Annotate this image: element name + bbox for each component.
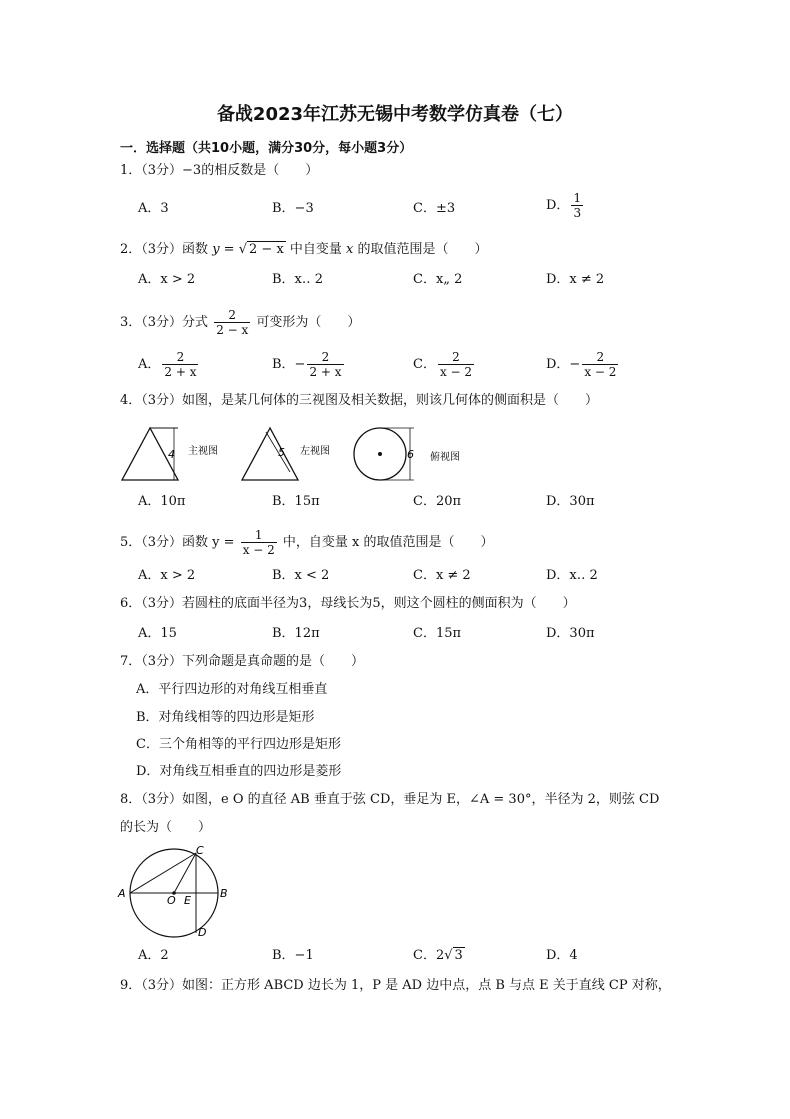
top-view [354, 428, 460, 480]
sqrt-symbol: √ [238, 242, 248, 257]
option-d-prefix: D． [546, 198, 570, 213]
option-prefix: C． [413, 357, 436, 372]
option-b: B．对角线相等的四边形是矩形 [136, 710, 315, 725]
fraction-numerator: 1 [573, 191, 582, 205]
option-d: D．30π [546, 494, 595, 509]
option-b: B．x‥ 2 [272, 272, 323, 287]
fraction-numerator: 2 [596, 350, 605, 364]
question-4-stem: 4．（3分）如图，是某几何体的三视图及相关数据，则该几何体的侧面积是（ ） [120, 393, 599, 408]
fraction [307, 350, 343, 379]
question-1-options [138, 191, 698, 223]
sqrt-symbol: √ [444, 948, 453, 963]
fraction-denominator: x − 2 [242, 543, 275, 557]
sqrt-content: 2 − x [249, 242, 284, 257]
fraction [162, 350, 198, 379]
question-5-options [138, 566, 698, 590]
fraction [241, 528, 277, 557]
option-a: A．15 [138, 626, 177, 641]
option-d: D．30π [546, 626, 595, 641]
point-d-label: D [198, 926, 207, 939]
point-c-label: C [196, 846, 204, 857]
fraction-numerator: 2 [228, 308, 237, 322]
option-d: D．x‥ 2 [546, 568, 598, 583]
option-b: B．x < 2 [272, 568, 330, 583]
question-8-stem-line-2: 的长为（ ） [120, 820, 212, 835]
fraction [571, 191, 583, 220]
fraction-numerator: 2 [452, 350, 460, 364]
fraction-numerator: 2 [321, 350, 330, 364]
option-d: D．对角线互相垂直的四边形是菱形 [136, 764, 342, 779]
three-views-figure [118, 422, 478, 484]
question-3-options [138, 350, 698, 379]
stem-prefix: 5．（3分）函数 y = [120, 535, 239, 550]
option-prefix: D．− [546, 357, 581, 372]
section-heading: 一．选择题（共10小题，满分30分，每小题3分） [120, 141, 413, 156]
stem-suffix: 可变形为（ ） [252, 315, 361, 330]
stem-suffix: 的取值范围是（ ） [353, 242, 488, 257]
option-b: B．15π [272, 494, 320, 509]
option-a: A．x > 2 [138, 272, 196, 287]
option-c: C．x„ 2 [413, 272, 463, 287]
top-view-label: 俯视图 [430, 452, 460, 463]
question-2-options [138, 270, 698, 294]
question-1-stem: 1．（3分）−3的相反数是（ ） [120, 163, 319, 178]
point-a-label: A [118, 887, 126, 900]
stem-mid: 中自变量 [285, 242, 347, 257]
question-4-options [138, 492, 698, 516]
page-title: 备战2023年江苏无锡中考数学仿真卷（七） [216, 104, 574, 125]
option-b [272, 350, 346, 379]
stem-prefix: 3．（3分）分式 [120, 315, 213, 330]
side-view-label: 左视图 [300, 446, 330, 457]
option-prefix: B．− [272, 357, 306, 372]
sqrt-content: 3 [454, 948, 463, 963]
stem-suffix: 中，自变量 x 的取值范围是（ ） [278, 535, 494, 550]
fraction [582, 350, 618, 379]
fraction-denominator: x − 2 [584, 365, 617, 379]
point-o-label: O [167, 894, 176, 907]
option-a: A．x > 2 [138, 568, 196, 583]
question-6-options [138, 624, 698, 648]
question-8-options [138, 946, 698, 970]
question-7-stem: 7．（3分）下列命题是真命题的是（ ） [120, 654, 365, 669]
question-2-stem [120, 240, 488, 260]
option-prefix: C．2 [413, 948, 445, 963]
option-a: A．2 [138, 948, 169, 963]
top-view-dimension: 6 [407, 448, 414, 461]
fraction-denominator: 2 − x [216, 323, 249, 337]
fraction-numerator: 2 [176, 350, 185, 364]
option-d [546, 191, 585, 220]
front-view [122, 428, 218, 480]
option-c [413, 350, 476, 379]
option-b: B．12π [272, 626, 320, 641]
fraction [214, 308, 250, 337]
option-a: A．10π [138, 494, 186, 509]
option-c: C．x ≠ 2 [413, 568, 471, 583]
var-x: x [346, 242, 354, 257]
option-c [413, 946, 465, 966]
option-d: D．x ≠ 2 [546, 272, 605, 287]
var-y: y [212, 242, 220, 257]
option-a [138, 350, 200, 379]
point-e-label: E [184, 894, 191, 907]
option-c: C．±3 [413, 201, 456, 216]
option-d [546, 350, 620, 379]
question-9-stem: 9．（3分）如图：正方形 ABCD 边长为 1，P 是 AD 边中点，点 B 与点 E 关于直线 CP 对称， [120, 978, 671, 993]
option-a: A．3 [138, 201, 169, 216]
option-d: D．4 [546, 948, 578, 963]
option-prefix: A． [138, 357, 161, 372]
option-c: C．15π [413, 626, 462, 641]
option-b: B．−3 [272, 201, 314, 216]
fraction-denominator: 2 + x [309, 365, 342, 379]
front-view-label: 主视图 [188, 446, 218, 457]
fraction-denominator: x − 2 [439, 365, 473, 379]
question-6-stem: 6．（3分）若圆柱的底面半径为3，母线长为5，则这个圆柱的侧面积为（ ） [120, 596, 576, 611]
fraction [438, 350, 474, 379]
front-view-dimension: 4 [168, 448, 175, 461]
option-c: C．20π [413, 494, 462, 509]
option-a: A．平行四边形的对角线互相垂直 [136, 682, 328, 697]
question-5-stem [120, 528, 494, 557]
side-view-dimension: 5 [278, 446, 285, 459]
question-8-stem-line-1: 8．（3分）如图，e O 的直径 AB 垂直于弦 CD，垂足为 E，∠A = 30°，半径为 2，则弦 CD [120, 792, 660, 807]
equals: = [219, 242, 239, 257]
option-b: B．−1 [272, 948, 314, 963]
fraction-denominator: 2 + x [164, 365, 197, 379]
fraction-denominator: 3 [573, 206, 582, 220]
option-c: C．三个角相等的平行四边形是矩形 [136, 737, 341, 752]
fraction-numerator: 1 [254, 528, 263, 542]
question-3-stem [120, 308, 360, 337]
point-b-label: B [220, 887, 228, 900]
circle-figure [116, 846, 236, 940]
stem-prefix: 2．（3分）函数 [120, 242, 213, 257]
side-view [242, 428, 330, 480]
